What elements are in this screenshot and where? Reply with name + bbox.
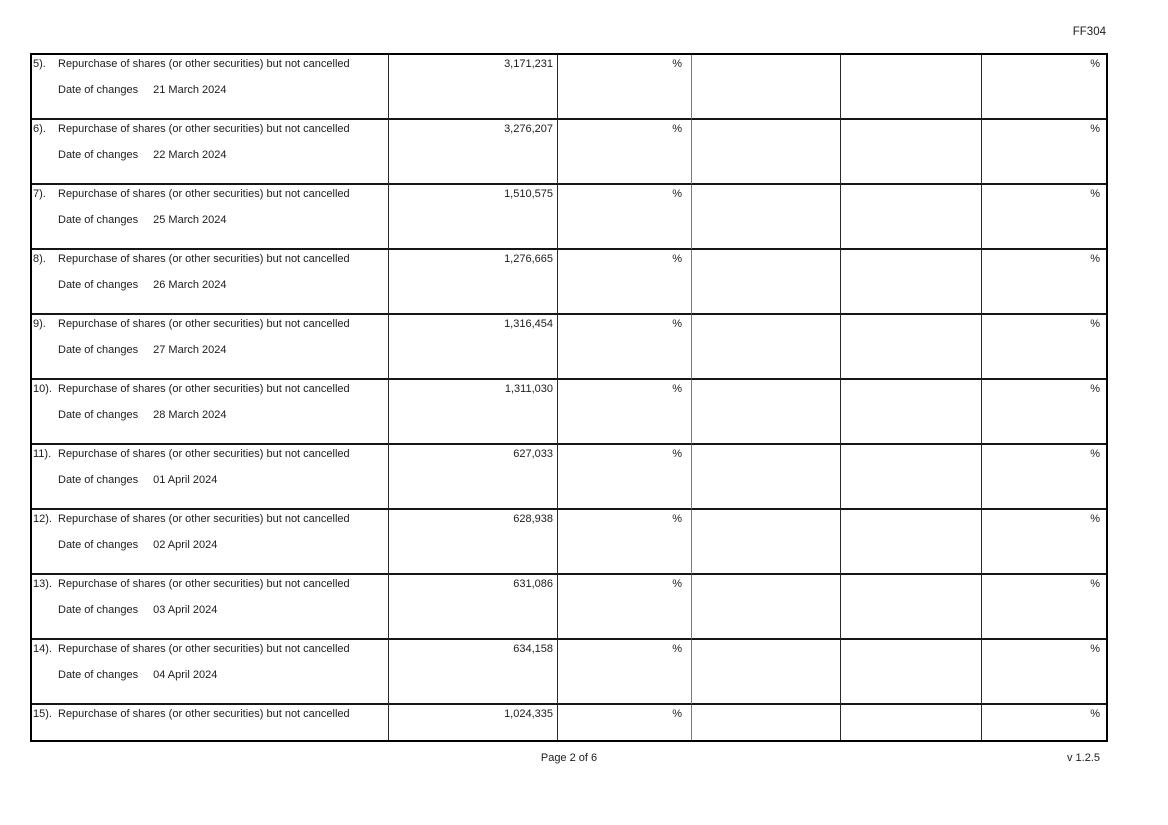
shares-value-cell: 627,033 xyxy=(389,445,558,510)
percent-cell-2: % xyxy=(982,575,1106,640)
date-line xyxy=(58,149,386,163)
row-number: 12). xyxy=(33,513,52,525)
description-cell xyxy=(32,640,389,705)
date-label: Date of changes xyxy=(58,473,139,486)
date-label: Date of changes xyxy=(58,278,139,291)
row-description: Repurchase of shares (or other securities) but not cancelled xyxy=(58,643,350,655)
empty-percent-cell xyxy=(841,705,982,740)
description-cell xyxy=(32,575,389,640)
empty-percent-cell xyxy=(841,315,982,380)
date-value: 21 March 2024 xyxy=(153,83,227,96)
row-description: Repurchase of shares (or other securities) but not cancelled xyxy=(58,708,350,720)
date-value: 25 March 2024 xyxy=(153,213,227,226)
row-description: Repurchase of shares (or other securities) but not cancelled xyxy=(58,123,350,135)
percent-cell-1: % xyxy=(558,250,692,315)
date-line xyxy=(58,279,386,293)
percent-cell-2: % xyxy=(982,55,1106,120)
percent-cell-2: % xyxy=(982,640,1106,705)
date-line xyxy=(58,84,386,98)
percent-cell-2: % xyxy=(982,315,1106,380)
percent-cell-1: % xyxy=(558,640,692,705)
date-line xyxy=(58,539,386,553)
date-value: 27 March 2024 xyxy=(153,343,227,356)
date-label: Date of changes xyxy=(58,668,139,681)
date-line xyxy=(58,409,386,423)
empty-value-cell xyxy=(692,185,841,250)
date-value: 01 April 2024 xyxy=(153,473,218,486)
percent-cell-1: % xyxy=(558,510,692,575)
shares-value-cell: 628,938 xyxy=(389,510,558,575)
row-number: 14). xyxy=(33,643,52,655)
row-number: 9). xyxy=(33,318,46,330)
date-value: 03 April 2024 xyxy=(153,603,218,616)
empty-value-cell xyxy=(692,120,841,185)
form-code-label: FF304 xyxy=(1072,26,1106,38)
percent-cell-2: % xyxy=(982,185,1106,250)
percent-cell-1: % xyxy=(558,705,692,740)
description-cell xyxy=(32,445,389,510)
date-value: 26 March 2024 xyxy=(153,278,227,291)
percent-cell-2: % xyxy=(1090,708,1100,720)
date-line xyxy=(58,669,386,683)
date-label: Date of changes xyxy=(58,83,139,96)
percent-cell-2: % xyxy=(982,445,1106,510)
row-number: 5). xyxy=(33,58,46,70)
row-description: Repurchase of shares (or other securities) but not cancelled xyxy=(58,318,350,330)
empty-percent-cell xyxy=(841,445,982,510)
percent-cell-1: % xyxy=(558,445,692,510)
empty-percent-cell xyxy=(841,250,982,315)
row-number: 13). xyxy=(33,578,52,590)
shares-value-cell: 631,086 xyxy=(389,575,558,640)
empty-percent-cell xyxy=(841,55,982,120)
empty-value-cell xyxy=(692,640,841,705)
empty-value-cell xyxy=(692,55,841,120)
percent-cell-1: % xyxy=(558,55,692,120)
date-label: Date of changes xyxy=(58,343,139,356)
date-line xyxy=(58,604,386,618)
version-label: v 1.2.5 xyxy=(1066,752,1100,764)
row-description: Repurchase of shares (or other securities) but not cancelled xyxy=(58,383,350,395)
row-number: 8). xyxy=(33,253,46,265)
percent-cell-1: % xyxy=(558,575,692,640)
date-label: Date of changes xyxy=(58,148,139,161)
page-number: Page 2 of 6 xyxy=(540,752,598,764)
date-label: Date of changes xyxy=(58,603,139,616)
empty-value-cell xyxy=(692,250,841,315)
shares-value-cell: 3,171,231 xyxy=(389,55,558,120)
empty-value-cell xyxy=(692,510,841,575)
row-number: 15). xyxy=(33,708,52,720)
date-value: 02 April 2024 xyxy=(153,538,218,551)
date-value: 22 March 2024 xyxy=(153,148,227,161)
date-line xyxy=(58,214,386,228)
description-cell xyxy=(32,250,389,315)
empty-percent-cell xyxy=(841,380,982,445)
empty-value-cell xyxy=(692,315,841,380)
date-label: Date of changes xyxy=(58,213,139,226)
shares-value-cell: 634,158 xyxy=(389,640,558,705)
row-description: Repurchase of shares (or other securities) but not cancelled xyxy=(58,188,350,200)
empty-value-cell xyxy=(692,380,841,445)
percent-cell-2: % xyxy=(982,510,1106,575)
description-cell xyxy=(32,380,389,445)
row-description: Repurchase of shares (or other securities) but not cancelled xyxy=(58,513,350,525)
percent-cell-2: % xyxy=(982,380,1106,445)
empty-percent-cell xyxy=(841,510,982,575)
date-value: 04 April 2024 xyxy=(153,668,218,681)
description-cell xyxy=(32,120,389,185)
empty-percent-cell xyxy=(841,120,982,185)
shares-value-cell: 1,276,665 xyxy=(389,250,558,315)
date-label: Date of changes xyxy=(58,538,139,551)
row-description: Repurchase of shares (or other securities) but not cancelled xyxy=(58,448,350,460)
row-number: 10). xyxy=(33,383,52,395)
description-cell xyxy=(32,315,389,380)
empty-value-cell xyxy=(692,445,841,510)
empty-percent-cell xyxy=(841,640,982,705)
percent-cell-2: % xyxy=(982,120,1106,185)
date-value: 28 March 2024 xyxy=(153,408,227,421)
date-label: Date of changes xyxy=(58,408,139,421)
percent-cell-2: % xyxy=(982,250,1106,315)
shares-value-cell: 1,024,335 xyxy=(389,705,558,740)
row-number: 7). xyxy=(33,188,46,200)
description-cell xyxy=(32,510,389,575)
row-description: Repurchase of shares (or other securities) but not cancelled xyxy=(58,578,350,590)
row-description: Repurchase of shares (or other securities) but not cancelled xyxy=(58,58,350,70)
empty-value-cell xyxy=(692,575,841,640)
empty-percent-cell xyxy=(841,185,982,250)
empty-percent-cell xyxy=(841,575,982,640)
row-number: 11). xyxy=(33,448,52,460)
description-cell xyxy=(32,705,389,740)
percent-cell-1: % xyxy=(558,315,692,380)
disclosure-table xyxy=(30,53,1108,742)
date-line xyxy=(58,474,386,488)
shares-value-cell: 1,510,575 xyxy=(389,185,558,250)
shares-value-cell: 1,311,030 xyxy=(389,380,558,445)
shares-value-cell: 1,316,454 xyxy=(389,315,558,380)
empty-value-cell xyxy=(692,705,841,740)
percent-cell-1: % xyxy=(558,380,692,445)
description-cell xyxy=(32,185,389,250)
row-description: Repurchase of shares (or other securities) but not cancelled xyxy=(58,253,350,265)
percent-cell-1: % xyxy=(558,120,692,185)
date-line xyxy=(58,344,386,358)
row-number: 6). xyxy=(33,123,46,135)
percent-cell-1: % xyxy=(558,185,692,250)
shares-value-cell: 3,276,207 xyxy=(389,120,558,185)
description-cell xyxy=(32,55,389,120)
